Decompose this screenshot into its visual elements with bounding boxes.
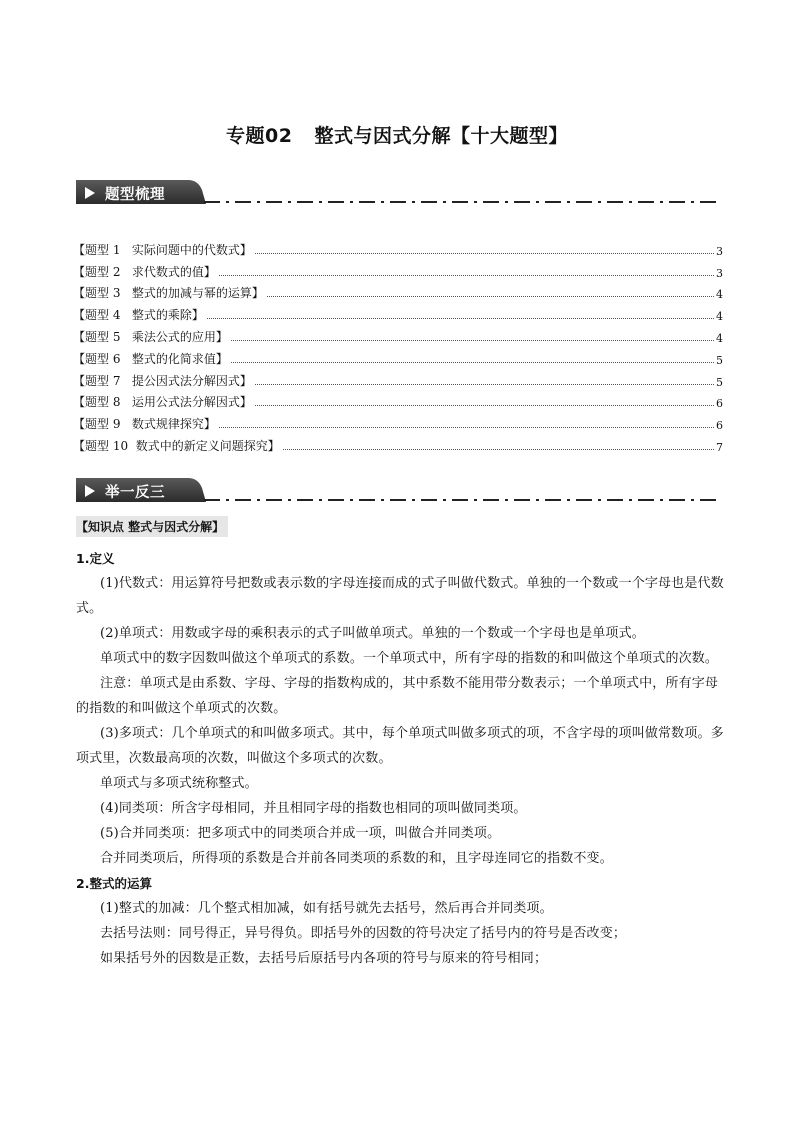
knowledge-point-box: 【知识点 整式与因式分解】 — [76, 516, 228, 537]
section-heading-definition: 1.定义 — [76, 551, 115, 566]
toc-item-label: 【题型 10 数式中的新定义问题探究】 — [73, 438, 280, 453]
toc-item-page: 6 — [716, 397, 723, 411]
toc-leader-dots — [207, 317, 714, 319]
toc-item-page: 3 — [716, 244, 723, 258]
toc-item[interactable] — [73, 323, 723, 345]
toc-item-label: 【题型 8 运用公式法分解因式】 — [73, 395, 252, 410]
title-part-2: 整式与因式分解【十大题型】 — [314, 125, 568, 147]
toc-item[interactable] — [73, 258, 723, 280]
toc-item-label: 【题型 5 乘法公式的应用】 — [73, 329, 228, 344]
paragraph: 合并同类项后，所得项的系数是合并前各同类项的系数的和，且字母连同它的指数不变。 — [100, 851, 613, 866]
toc-leader-dots — [283, 448, 714, 450]
toc-leader-dots — [219, 426, 714, 428]
toc-item-page: 4 — [716, 331, 723, 345]
toc-item-label: 【题型 7 提公因式法分解因式】 — [73, 373, 252, 388]
paragraph: (5)合并同类项：把多项式中的同类项合并成一项，叫做合并同类项。 — [100, 826, 501, 841]
toc-item[interactable] — [73, 432, 723, 454]
paragraph: (1)代数式：用运算符号把数或表示数的字母连接而成的式子叫做代数式。单独的一个数或一个字母也是代数式。 — [76, 576, 724, 616]
paragraph: (1)整式的加减：几个整式相加减，如有括号就先去括号，然后再合并同类项。 — [100, 901, 553, 916]
toc-item[interactable] — [73, 301, 723, 323]
toc-item-page: 5 — [716, 375, 723, 389]
title-part-1: 专题02 — [226, 125, 293, 147]
toc-item-page: 7 — [716, 440, 723, 454]
toc-item-page: 5 — [716, 353, 723, 367]
paragraph: 去括号法则：同号得正，异号得负。即括号外的因数的符号决定了括号内的符号是否改变； — [100, 926, 627, 941]
toc-item-page: 4 — [716, 288, 723, 302]
paragraph: (2)单项式：用数或字母的乘积表示的式子叫做单项式。单独的一个数或一个字母也是单项式。 — [100, 626, 645, 641]
section-dashed-rule — [204, 499, 721, 501]
play-icon — [85, 187, 95, 199]
knowledge-body — [76, 546, 726, 971]
section-header-toc — [76, 180, 721, 206]
table-of-contents — [73, 236, 723, 454]
toc-item[interactable] — [73, 345, 723, 367]
section-dashed-rule — [204, 201, 721, 203]
section-label: 举一反三 — [105, 485, 165, 501]
toc-leader-dots — [255, 404, 714, 406]
toc-leader-dots — [219, 274, 714, 276]
toc-leader-dots — [255, 383, 714, 385]
toc-item-label: 【题型 6 整式的化简求值】 — [73, 351, 228, 366]
toc-item[interactable] — [73, 410, 723, 432]
section-tab — [76, 180, 206, 206]
toc-item[interactable] — [73, 367, 723, 389]
toc-item-label: 【题型 2 求代数式的值】 — [73, 264, 216, 279]
paragraph: (3)多项式：几个单项式的和叫做多项式。其中，每个单项式叫做多项式的项，不含字母的项叫做常数项。多项式里，次数最高项的次数，叫做这个多项式的次数。 — [76, 726, 724, 766]
toc-item-label: 【题型 3 整式的加减与幂的运算】 — [73, 286, 264, 301]
toc-item-label: 【题型 4 整式的乘除】 — [73, 308, 204, 323]
page-title — [0, 121, 794, 148]
section-heading-operations: 2.整式的运算 — [76, 876, 152, 891]
toc-leader-dots — [267, 295, 714, 297]
section-tab — [76, 478, 206, 504]
play-icon — [85, 485, 95, 497]
section-header-examples — [76, 478, 721, 504]
toc-leader-dots — [231, 361, 714, 363]
paragraph: 单项式中的数字因数叫做这个单项式的系数。一个单项式中，所有字母的指数的和叫做这个单项式的次数。 — [100, 651, 719, 666]
toc-item[interactable] — [73, 280, 723, 302]
toc-item-page: 6 — [716, 419, 723, 433]
section-label: 题型梳理 — [105, 187, 165, 203]
paragraph: 注意：单项式是由系数、字母、字母的指数构成的，其中系数不能用带分数表示；一个单项式中，所有字母的指数的和叫做这个单项式的次数。 — [76, 676, 719, 716]
toc-item-page: 4 — [716, 310, 723, 324]
toc-item[interactable] — [73, 236, 723, 258]
toc-item-page: 3 — [716, 266, 723, 280]
paragraph: 单项式与多项式统称整式。 — [100, 776, 258, 791]
toc-leader-dots — [231, 339, 714, 341]
paragraph: (4)同类项：所含字母相同，并且相同字母的指数也相同的项叫做同类项。 — [100, 801, 527, 816]
toc-item[interactable] — [73, 389, 723, 411]
toc-item-label: 【题型 9 数式规律探究】 — [73, 417, 216, 432]
paragraph: 如果括号外的因数是正数，去括号后原括号内各项的符号与原来的符号相同； — [100, 951, 548, 966]
toc-leader-dots — [255, 252, 714, 254]
toc-item-label: 【题型 1 实际问题中的代数式】 — [73, 242, 252, 257]
